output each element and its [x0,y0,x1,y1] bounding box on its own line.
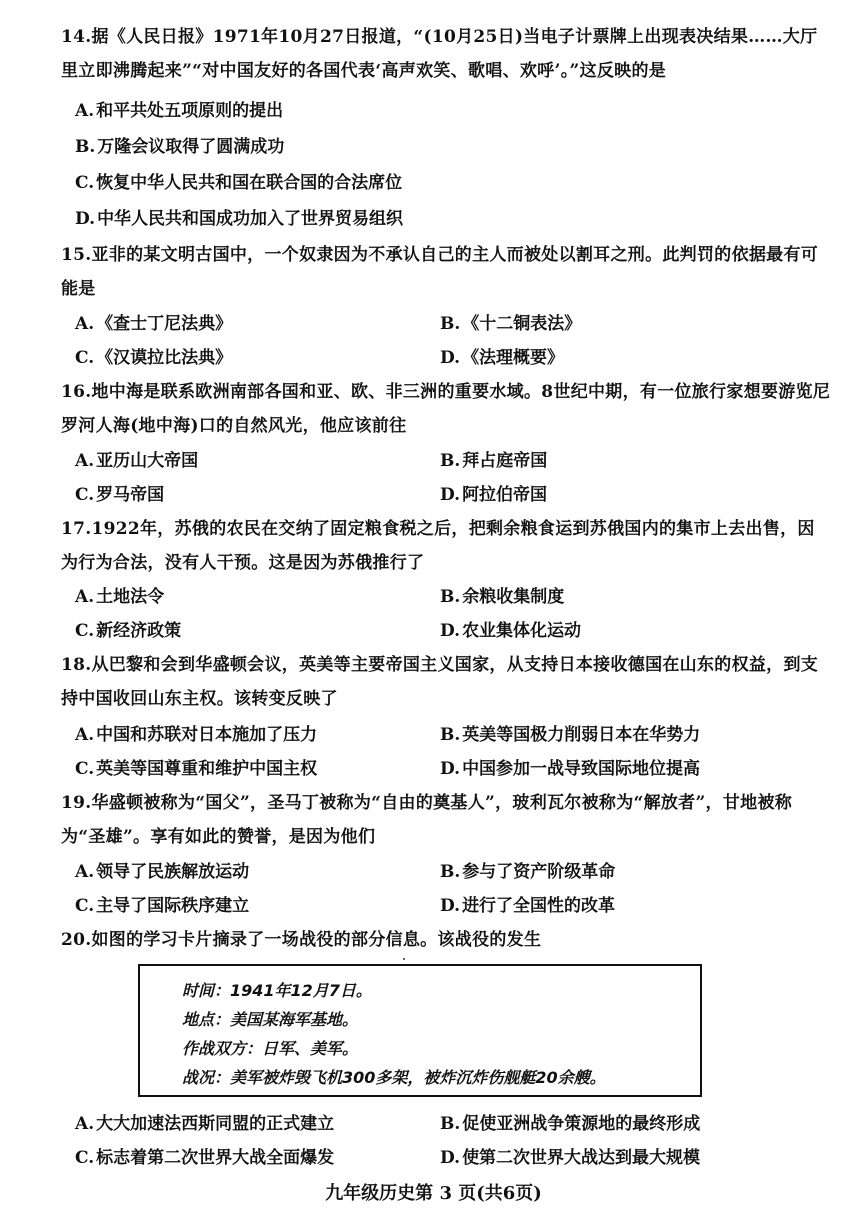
question-19-option-d: D. 进行了全国性的改革 [440,896,616,916]
question-20-option-c: C. 标志着第二次世界大战全面爆发 [75,1148,335,1168]
study-card [138,964,702,1097]
question-16-option-b: B. 拜占庭帝国 [440,451,548,471]
question-14-option-a: A. 和平共处五项原则的提出 [75,101,284,121]
question-20-option-a: A. 大大加速法西斯同盟的正式建立 [75,1114,335,1134]
card-line-result: 战况：美军被炸毁飞机300多架，被炸沉炸伤舰艇20余艘。 [182,1068,606,1087]
question-19-option-c: C. 主导了国际秩序建立 [75,896,250,916]
question-18-option-a: A. 中国和苏联对日本施加了压力 [75,725,318,745]
question-16-option-a: A. 亚历山大帝国 [75,451,199,471]
question-20-option-d: D. 使第二次世界大战达到最大规模 [440,1148,701,1168]
question-15-option-c: C. 《汉谟拉比法典》 [75,348,233,368]
page-footer: 九年级历史第 3 页(共6页) [325,1183,542,1204]
question-number: 14. [61,27,92,47]
card-line-sides: 作战双方：日军、美军。 [182,1039,359,1058]
question-14-option-c: C. 恢复中华人民共和国在联合国的合法席位 [75,173,403,193]
question-18-option-b: B. 英美等国极力削弱日本在华势力 [440,725,701,745]
question-20-option-b: B. 促使亚洲战争策源地的最终形成 [440,1114,701,1134]
question-19-stem: 19.华盛顿被称为“国父”，圣马丁被称为“自由的奠基人”，玻利瓦尔被称为“解放者”，甘地被称为“圣雄”。享有如此的赞誉，是因为他们 [61,793,793,847]
question-text: 据《人民日报》1971年10月27日报道，“(10月25日)当电子计票牌上出现表决结果……大厅里立即沸腾起来”“对中国友好的各国代表‘高声欢笑、歌唱、欢呼’。”这反映的是 [61,27,818,81]
question-17-option-a: A. 土地法令 [75,587,165,607]
question-19-option-b: B. 参与了资产阶级革命 [440,862,616,882]
card-line-time: 时间：1941年12月7日。 [182,981,372,1000]
question-14-stem [61,20,831,88]
question-14-option-b: B. 万隆会议取得了圆满成功 [75,137,285,157]
question-15-option-d: D. 《法理概要》 [440,348,565,368]
question-16-option-c: C. 罗马帝国 [75,485,165,505]
question-17-stem: 17.1922年，苏俄的农民在交纳了固定粮食税之后，把剩余粮食运到苏俄国内的集市上去出售，因为行为合法，没有人干预。这是因为苏俄推行了 [61,519,815,573]
question-14-option-d: D. 中华人民共和国成功加入了世界贸易组织 [75,209,404,229]
question-16-option-d: D. 阿拉伯帝国 [440,485,548,505]
question-18-option-d: D. 中国参加一战导致国际地位提高 [440,759,701,779]
question-19-option-a: A. 领导了民族解放运动 [75,862,250,882]
question-17-option-b: B. 余粮收集制度 [440,587,565,607]
question-18-option-c: C. 英美等国尊重和维护中国主权 [75,759,318,779]
question-15-stem: 15.亚非的某文明古国中，一个奴隶因为不承认自己的主人而被处以割耳之刑。此判罚的依据最有可能是 [61,245,819,299]
question-15-option-b: B. 《十二铜表法》 [440,314,582,334]
question-17-option-c: C. 新经济政策 [75,621,182,641]
question-17-option-d: D. 农业集体化运动 [440,621,582,641]
question-20-stem: 20.如图的学习卡片摘录了一场战役的部分信息。该战役的发生 [61,930,542,950]
question-18-stem: 18.从巴黎和会到华盛顿会议，英美等主要帝国主义国家，从支持日本接收德国在山东的权益，到支持中国收回山东主权。该转变反映了 [61,655,819,709]
card-line-place: 地点：美国某海军基地。 [182,1010,359,1029]
question-15-option-a: A. 《查士丁尼法典》 [75,314,233,334]
question-16-stem: 16.地中海是联系欧洲南部各国和亚、欧、非三洲的重要水域。8世纪中期，有一位旅行家想要游览尼罗河人海(地中海)口的自然风光，他应该前往 [61,382,831,436]
stray-dot [403,958,405,960]
